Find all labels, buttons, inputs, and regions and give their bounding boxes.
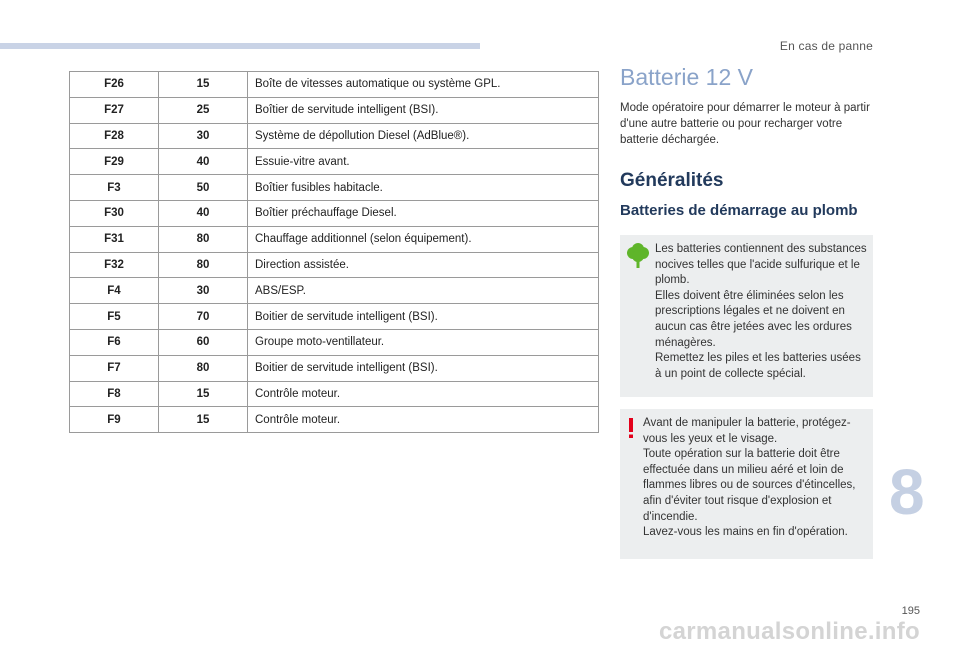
watermark: carmanualsonline.info xyxy=(658,618,920,645)
fuse-number-cell: F27 xyxy=(70,97,159,123)
table-row xyxy=(70,355,599,381)
amperage-cell: 30 xyxy=(159,278,248,304)
subsection-heading: Batteries de démarrage au plomb xyxy=(620,202,858,219)
amperage-cell: 25 xyxy=(159,97,248,123)
table-row xyxy=(70,304,599,330)
table-row xyxy=(70,97,599,123)
amperage-cell: 15 xyxy=(159,381,248,407)
section-title: En cas de panne xyxy=(779,39,873,53)
function-cell: Boîtier préchauffage Diesel. xyxy=(248,200,599,226)
table-row xyxy=(70,407,599,433)
header-bar xyxy=(0,43,480,49)
fuse-number-cell: F32 xyxy=(70,252,159,278)
function-cell: Boitier de servitude intelligent (BSI). xyxy=(248,304,599,330)
note-line: Les batteries contiennent des substances nocives telles que l'acide sulfurique et le plomb. xyxy=(655,243,867,287)
safety-warning-text xyxy=(643,416,867,541)
table-row xyxy=(70,123,599,149)
fuse-number-cell: F26 xyxy=(70,72,159,98)
note-line: Avant de manipuler la batterie, protégez-vous les yeux et le visage. xyxy=(643,417,851,445)
fuse-number-cell: F6 xyxy=(70,329,159,355)
function-cell: Groupe moto-ventillateur. xyxy=(248,329,599,355)
fuse-table xyxy=(69,71,599,433)
note-line: Toute opération sur la batterie doit être effectuée dans un milieu aéré et loin de flammes libres ou de sources d'étincelles, afin d'éviter tout risque d'explosion et d'incendie. xyxy=(643,448,856,523)
function-cell: Boîtier de servitude intelligent (BSI). xyxy=(248,97,599,123)
function-cell: ABS/ESP. xyxy=(248,278,599,304)
note-line: Lavez-vous les mains en fin d'opération. xyxy=(643,526,848,539)
fuse-number-cell: F31 xyxy=(70,226,159,252)
environment-note xyxy=(620,235,873,397)
note-line: Elles doivent être éliminées selon les prescriptions légales et ne doivent en aucun cas être jetées avec les ordures ménagères. xyxy=(655,289,852,349)
environment-note-text xyxy=(655,242,867,382)
function-cell: Direction assistée. xyxy=(248,252,599,278)
amperage-cell: 30 xyxy=(159,123,248,149)
fuse-number-cell: F30 xyxy=(70,200,159,226)
function-cell: Contrôle moteur. xyxy=(248,407,599,433)
function-cell: Boitier de servitude intelligent (BSI). xyxy=(248,355,599,381)
tree-icon xyxy=(626,243,650,274)
note-line: Remettez les piles et les batteries usées à un point de collecte spécial. xyxy=(655,352,861,380)
table-row xyxy=(70,72,599,98)
amperage-cell: 15 xyxy=(159,72,248,98)
function-cell: Contrôle moteur. xyxy=(248,381,599,407)
amperage-cell: 50 xyxy=(159,175,248,201)
function-cell: Chauffage additionnel (selon équipement). xyxy=(248,226,599,252)
function-cell: Boîtier fusibles habitacle. xyxy=(248,175,599,201)
amperage-cell: 40 xyxy=(159,149,248,175)
safety-warning xyxy=(620,409,873,559)
fuse-number-cell: F3 xyxy=(70,175,159,201)
fuse-number-cell: F29 xyxy=(70,149,159,175)
function-cell: Essuie-vitre avant. xyxy=(248,149,599,175)
fuse-number-cell: F9 xyxy=(70,407,159,433)
amperage-cell: 70 xyxy=(159,304,248,330)
amperage-cell: 80 xyxy=(159,252,248,278)
fuse-number-cell: F7 xyxy=(70,355,159,381)
fuse-number-cell: F28 xyxy=(70,123,159,149)
table-row xyxy=(70,149,599,175)
section-heading: Généralités xyxy=(620,170,724,191)
amperage-cell: 60 xyxy=(159,329,248,355)
fuse-number-cell: F8 xyxy=(70,381,159,407)
amperage-cell: 80 xyxy=(159,355,248,381)
amperage-cell: 80 xyxy=(159,226,248,252)
table-row xyxy=(70,226,599,252)
table-row xyxy=(70,175,599,201)
page-number: 195 xyxy=(901,605,920,617)
table-row xyxy=(70,381,599,407)
fuse-number-cell: F5 xyxy=(70,304,159,330)
table-row xyxy=(70,200,599,226)
table-row xyxy=(70,252,599,278)
intro-paragraph: Mode opératoire pour démarrer le moteur à partir d'une autre batterie ou pour recharger votre batterie déchargée. xyxy=(620,102,870,146)
amperage-cell: 40 xyxy=(159,200,248,226)
amperage-cell: 15 xyxy=(159,407,248,433)
warning-icon xyxy=(626,417,636,444)
function-cell: Boîte de vitesses automatique ou système GPL. xyxy=(248,72,599,98)
function-cell: Système de dépollution Diesel (AdBlue®). xyxy=(248,123,599,149)
table-row xyxy=(70,329,599,355)
page-title: Batterie 12 V xyxy=(620,64,753,90)
table-row xyxy=(70,278,599,304)
chapter-number: 8 xyxy=(889,456,925,528)
fuse-number-cell: F4 xyxy=(70,278,159,304)
